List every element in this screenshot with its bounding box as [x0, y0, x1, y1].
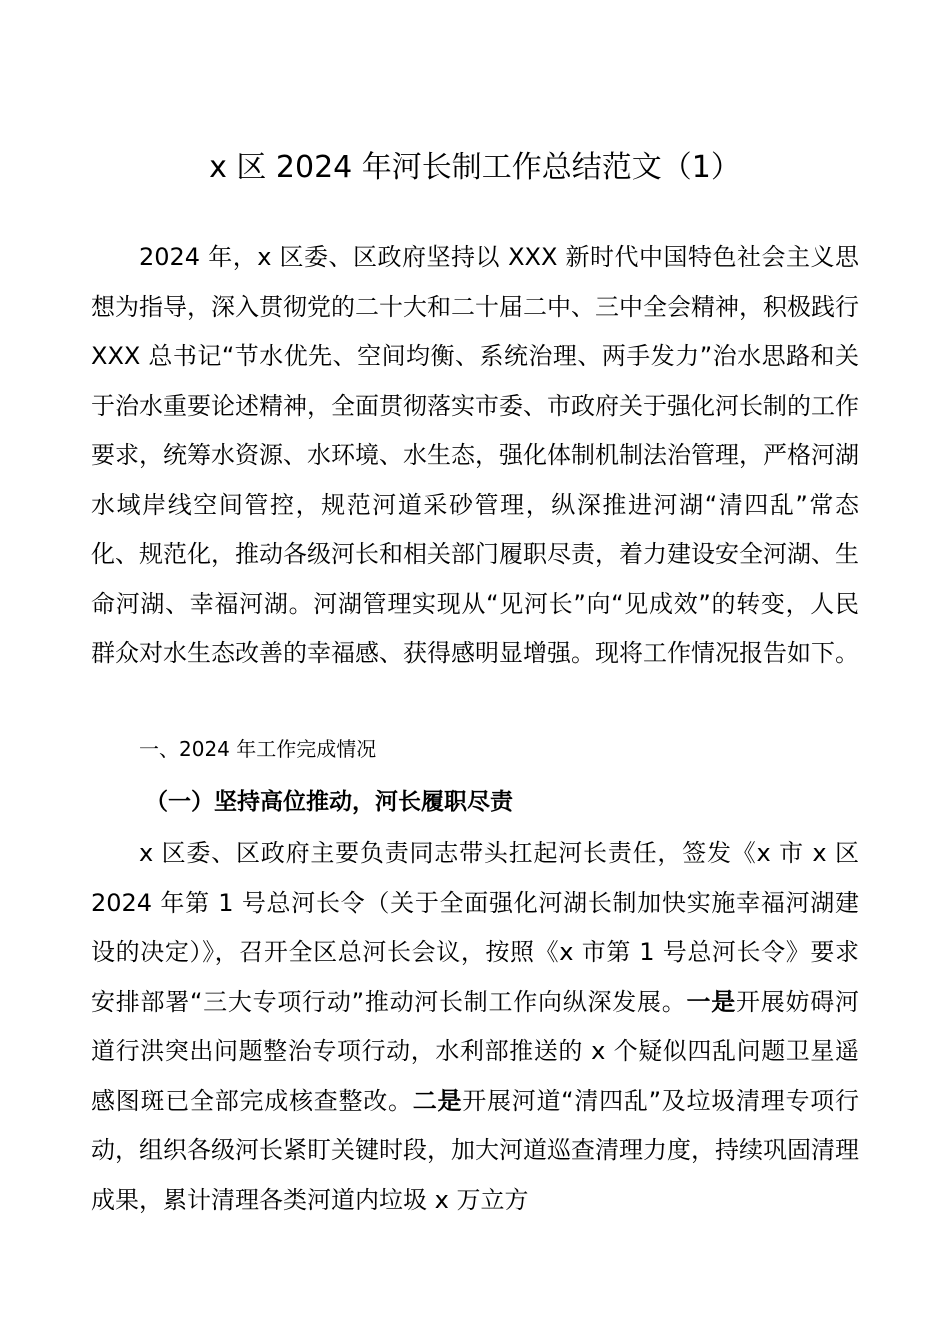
- paragraph-text-segment: x 区委、区政府主要负责同志带头扛起河长责任，签发《x 市 x 区 2024 年第 1 号总河长令（关于全面强化河湖长制加快实施幸福河湖建设的决定）》，召开全区总河长会议，按照《x 市第 1 号总河长令》要求安排部署“三大专项行动”推动河长制工作向纵深发展。: [91, 839, 859, 1016]
- paragraph-text-segment: 开展河道“清四乱”及垃圾清理专项行动，组织各级河长紧盯关键时段，加大河道巡查清理力度，持续巩固清理成果，累计清理各类河道内垃圾 x 万立方: [91, 1086, 860, 1214]
- intro-paragraph: 2024 年，x 区委、区政府坚持以 XXX 新时代中国特色社会主义思想为指导，深入贯彻党的二十大和二十届二中、三中全会精神，积极践行 XXX 总书记“节水优先、空间均衡、系统治理、两手发力”治水思路和关于治水重要论述精神，全面贯彻落实市委、市政府关于强化河长制的工作要求，统筹水资源、水环境、水生态，强化体制机制法治管理，严格河湖水域岸线空间管控，规范河道采砂管理，纵深推进河湖“清四乱”常态化、规范化，推动各级河长和相关部门履职尽责，着力建设安全河湖、生命河湖、幸福河湖。河湖管理实现从“见河长”向“见成效”的转变，人民群众对水生态改善的幸福感、获得感明显增强。现将工作情况报告如下。: [91, 243, 859, 667]
- bold-marker-second: 二是: [412, 1086, 463, 1115]
- document-title: x 区 2024 年河长制工作总结范文（1）: [209, 150, 741, 185]
- subsection-heading: （一）坚持高位推动，河长履职尽责: [145, 789, 513, 815]
- paragraph-text-segment: 开展妨碍河道行洪突出问题整治专项行动，水利部推送的 x 个疑似四乱问题卫星遥感图斑已全部完成核查整改。: [91, 987, 859, 1115]
- body-paragraph: [91, 829, 859, 1225]
- bold-marker-first: 一是: [686, 987, 737, 1016]
- section-heading: 一、2024 年工作完成情况: [139, 737, 377, 761]
